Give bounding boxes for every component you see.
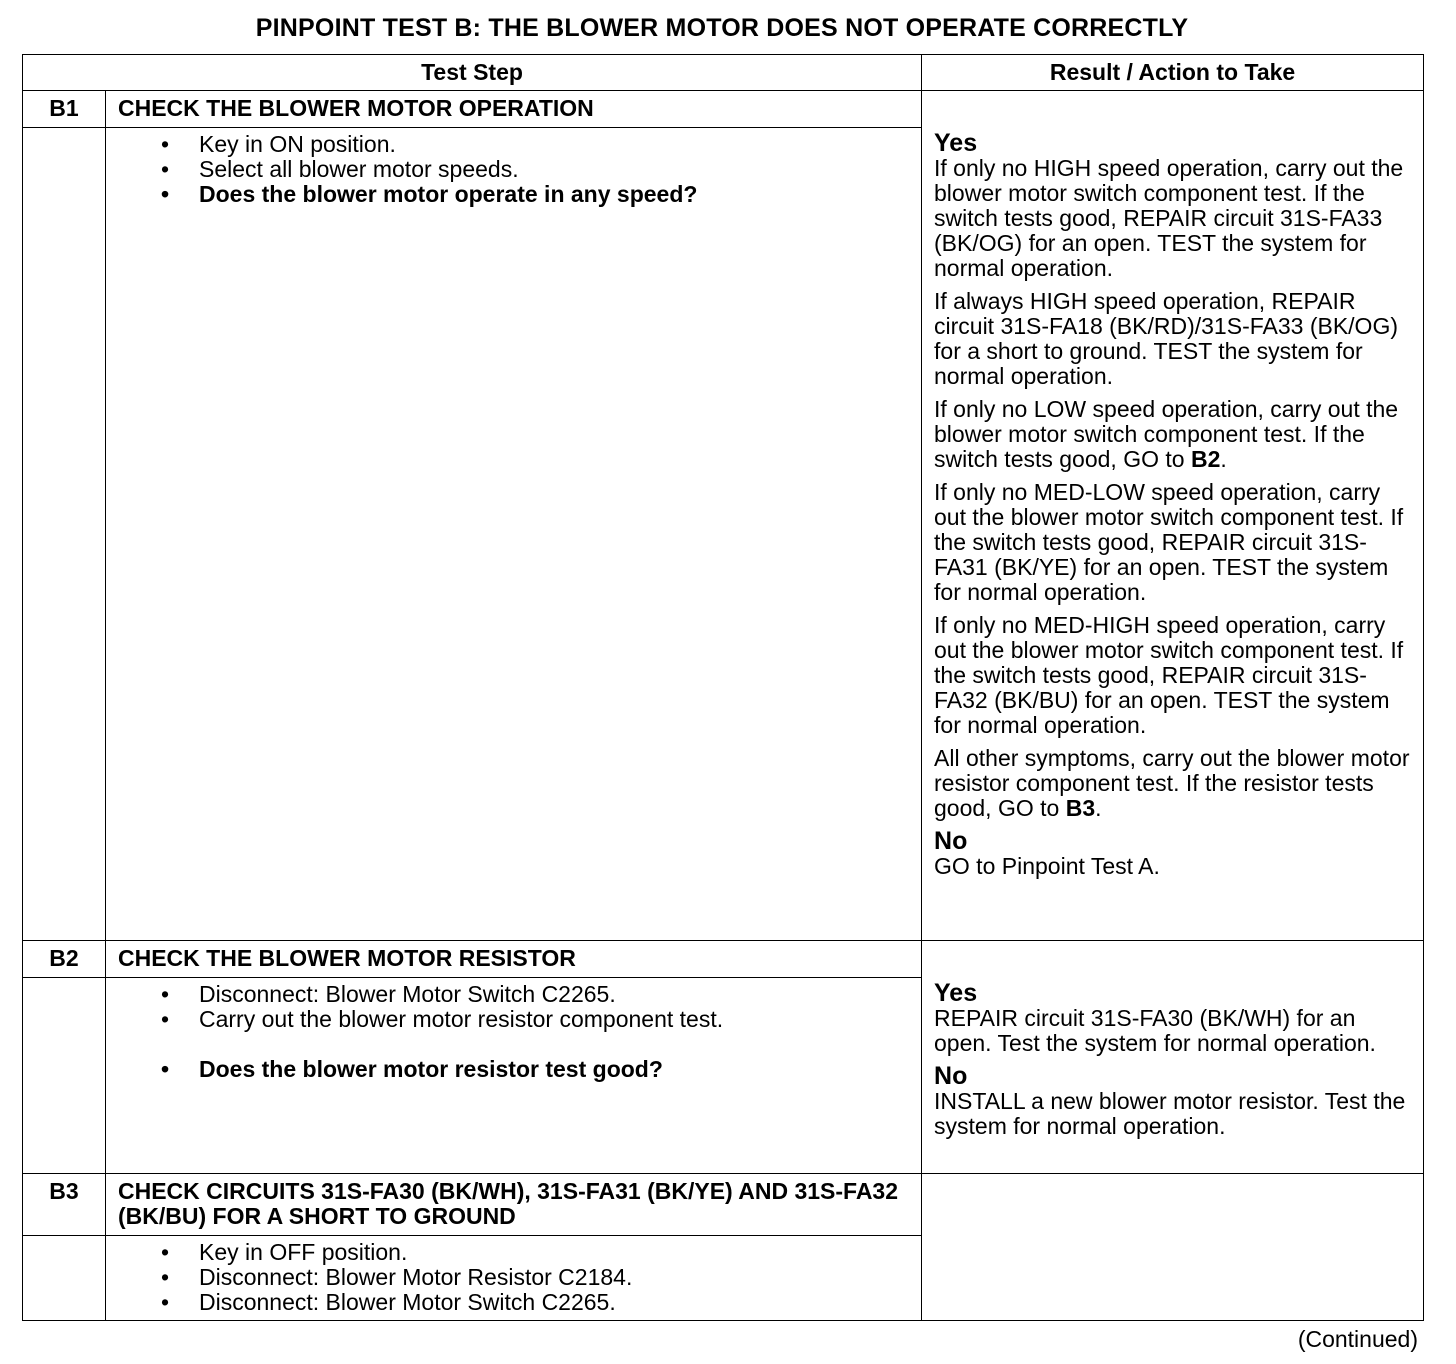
list-item: • Disconnect: Blower Motor Switch C2265. (199, 982, 921, 1007)
no-label: No (934, 1062, 968, 1090)
empty-cell (23, 978, 106, 1174)
result-text: If always HIGH speed operation, REPAIR circuit 31S-FA18 (BK/RD)/31S-FA33 (BK/OG) for a short to ground. TEST the system for normal operation. (934, 288, 1398, 389)
header-test-step: Test Step (23, 55, 922, 91)
step-number: B3 (23, 1174, 106, 1236)
step-instructions (106, 978, 922, 1174)
text: . (1095, 795, 1102, 821)
text: All other symptoms, carry out the blower motor resistor component test. If the resistor tests good, GO to (934, 745, 1410, 821)
step-number: B1 (23, 91, 106, 128)
result-text (934, 746, 1415, 821)
result-text (934, 397, 1415, 472)
pinpoint-test-table (22, 54, 1424, 1321)
list-item: • Carry out the blower motor resistor component test. (199, 1007, 921, 1032)
text: . (1220, 446, 1227, 472)
no-label: No (934, 827, 968, 855)
step-title: CHECK THE BLOWER MOTOR RESISTOR (106, 941, 922, 978)
step-link-b3: B3 (1065, 795, 1096, 821)
step-link-b2: B2 (1190, 446, 1221, 472)
continued-note: (Continued) (1297, 1326, 1418, 1352)
table-header-row (23, 55, 1424, 91)
step-instructions (106, 128, 922, 941)
result-text: GO to Pinpoint Test A. (934, 853, 1160, 879)
list-item: • Key in OFF position. (199, 1240, 921, 1265)
step-b3-header (23, 1174, 1424, 1236)
yes-label: Yes (934, 129, 978, 157)
result-text: REPAIR circuit 31S-FA30 (BK/WH) for an open. Test the system for normal operation. (934, 1005, 1376, 1056)
step-title: CHECK CIRCUITS 31S-FA30 (BK/WH), 31S-FA31 (BK/YE) AND 31S-FA32 (BK/BU) FOR A SHORT TO GROUND (106, 1174, 922, 1236)
list-item: • Disconnect: Blower Motor Switch C2265. (199, 1290, 921, 1315)
step-number: B2 (23, 941, 106, 978)
result-text: If only no MED-LOW speed operation, carry out the blower motor switch component test. If the switch tests good, REPAIR circuit 31S-FA31 (BK/YE) for an open. TEST the system for normal operation. (934, 479, 1404, 605)
yes-label: Yes (934, 979, 978, 1007)
step-b3-result (922, 1174, 1424, 1321)
empty-cell (23, 128, 106, 941)
empty-cell (23, 1236, 106, 1321)
list-item: • Key in ON position. (199, 132, 921, 157)
header-result: Result / Action to Take (922, 55, 1424, 91)
list-item: • Does the blower motor operate in any speed? (199, 182, 921, 207)
step-b1-header (23, 91, 1424, 128)
text: If only no LOW speed operation, carry out the blower motor switch component test. If the switch tests good, GO to (934, 396, 1399, 472)
step-title: CHECK THE BLOWER MOTOR OPERATION (106, 91, 922, 128)
step-instructions (106, 1236, 922, 1321)
step-b2-result (922, 941, 1424, 1174)
result-text: INSTALL a new blower motor resistor. Test the system for normal operation. (934, 1088, 1406, 1139)
list-item: • Disconnect: Blower Motor Resistor C2184. (199, 1265, 921, 1290)
step-b2-header (23, 941, 1424, 978)
list-item: • Select all blower motor speeds. (199, 157, 921, 182)
page-title: PINPOINT TEST B: THE BLOWER MOTOR DOES NOT OPERATE CORRECTLY (255, 14, 1189, 42)
result-text: If only no HIGH speed operation, carry out the blower motor switch component test. If the switch tests good, REPAIR circuit 31S-FA33 (BK/OG) for an open. TEST the system for normal operation. (934, 155, 1404, 281)
result-text: If only no MED-HIGH speed operation, carry out the blower motor switch component test. If the switch tests good, REPAIR circuit 31S-FA32 (BK/BU) for an open. TEST the system for normal operation. (934, 612, 1404, 738)
step-b1-result (922, 91, 1424, 941)
list-item: • Does the blower motor resistor test good? (199, 1057, 921, 1082)
